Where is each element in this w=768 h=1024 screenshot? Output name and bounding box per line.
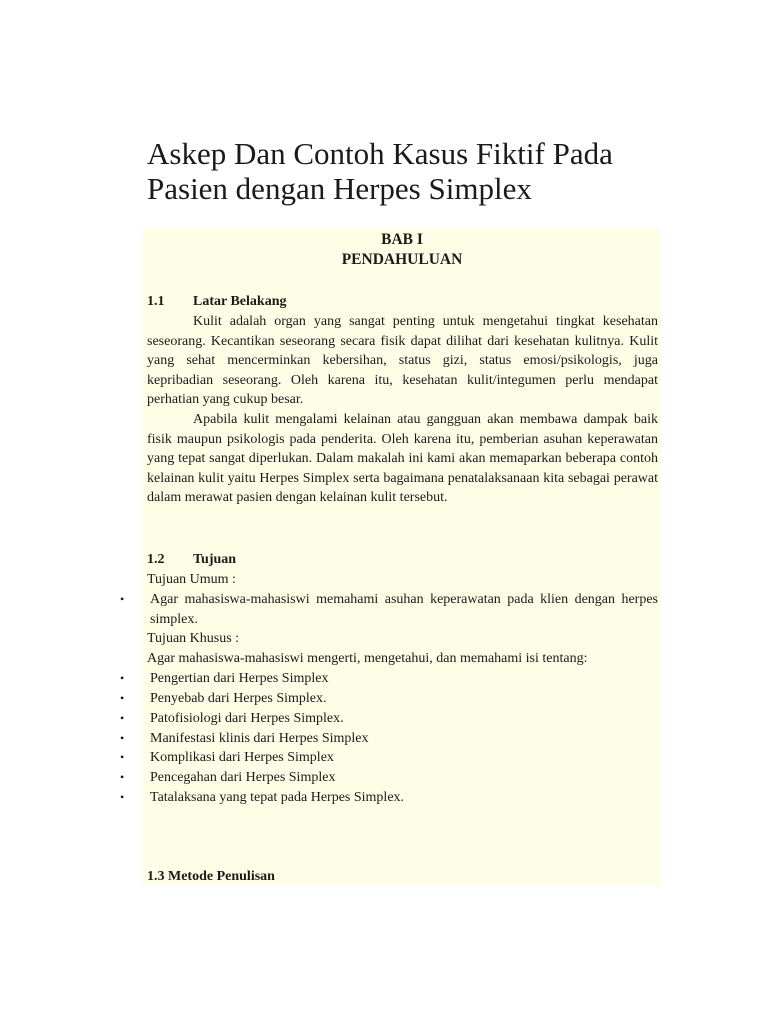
bullet-icon: • bbox=[120, 790, 125, 804]
paragraph-latar-belakang-1: Kulit adalah organ yang sangat penting untuk mengetahui tingkat kesehatan seseorang. Kecantikan seseorang secara fisik dapat dilihat dari kesehatan kulitnya. Kulit yang sehat mencerminkan kebersihan, status gizi, status emosi/psikologis, juga kepribadian seseorang. Oleh karena itu, kesehatan kulit/integumen perlu mendapat perhatian yang cukup besar. bbox=[147, 314, 658, 408]
list-item-text: Komplikasi dari Herpes Simplex bbox=[150, 750, 334, 765]
bullet-icon: • bbox=[120, 770, 125, 784]
paragraph-latar-belakang-2: Apabila kulit mengalami kelainan atau gangguan akan membawa dampak baik fisik maupun psikologis pada penderita. Oleh karena itu, pemberian asuhan keperawatan yang tepat sangat diperlukan. Dalam makalah ini kami akan memaparkan beberapa contoh kelainan kulit yaitu Herpes Simplex serta bagaimana penatalaksanaan kita sebagai perawat dalam merawat pasien dengan kelainan kulit tersebut. bbox=[147, 412, 658, 506]
label-tujuan-umum: Tujuan Umum : bbox=[147, 572, 236, 587]
chapter-number: BAB I bbox=[381, 231, 423, 248]
bullet-icon: • bbox=[120, 592, 125, 606]
bullet-icon: • bbox=[120, 691, 125, 705]
chapter-title: PENDAHULUAN bbox=[341, 251, 463, 268]
section-heading-metode-penulisan: 1.3 Metode Penulisan bbox=[147, 869, 275, 884]
section-number: 1.1 bbox=[147, 294, 165, 309]
section-title: Latar Belakang bbox=[193, 294, 287, 309]
list-item-text: Pengertian dari Herpes Simplex bbox=[150, 671, 329, 686]
bullet-icon: • bbox=[120, 750, 125, 764]
section-heading-latar-belakang bbox=[147, 292, 286, 311]
document-title bbox=[147, 136, 687, 206]
list-item-text: Patofisiologi dari Herpes Simplex. bbox=[150, 711, 344, 726]
list-item-text: Manifestasi klinis dari Herpes Simplex bbox=[150, 731, 369, 746]
section-number: 1.2 bbox=[147, 552, 165, 567]
bullet-icon: • bbox=[120, 731, 125, 745]
section-heading-tujuan bbox=[147, 550, 236, 569]
list-item-text: Pencegahan dari Herpes Simplex bbox=[150, 770, 336, 785]
list-item-text: Tatalaksana yang tepat pada Herpes Simplex. bbox=[150, 790, 405, 805]
label-tujuan-khusus: Tujuan Khusus : bbox=[147, 631, 240, 646]
list-item-text: Penyebab dari Herpes Simplex. bbox=[150, 691, 327, 706]
bullet-icon: • bbox=[120, 711, 125, 725]
title-line-1: Askep Dan Contoh Kasus Fiktif Pada bbox=[147, 136, 613, 171]
title-line-2: Pasien dengan Herpes Simplex bbox=[147, 171, 532, 206]
intro-tujuan-khusus: Agar mahasiswa-mahasiswi mengerti, mengetahui, dan memahami isi tentang: bbox=[147, 651, 588, 666]
bullet-icon: • bbox=[120, 671, 125, 685]
section-title: Tujuan bbox=[193, 552, 237, 567]
list-item-text: Agar mahasiswa-mahasiswi memahami asuhan keperawatan pada klien dengan herpes simplex. bbox=[150, 592, 658, 627]
